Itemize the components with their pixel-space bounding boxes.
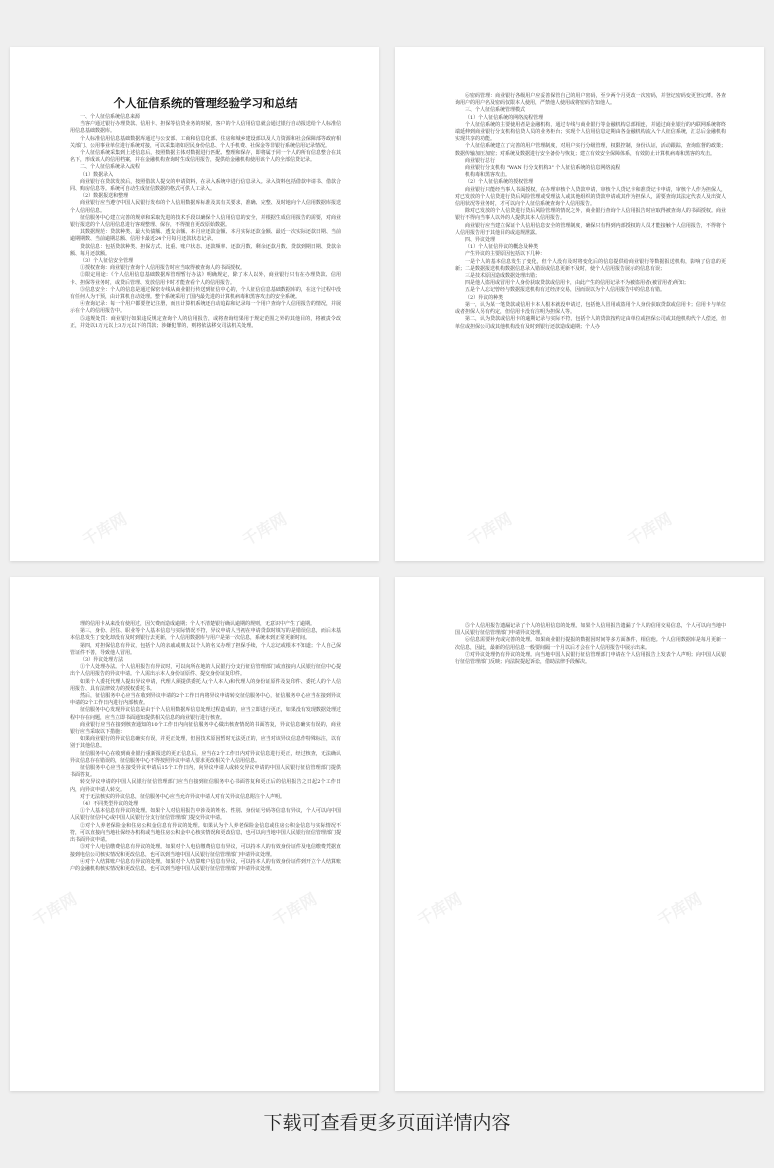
watermark: 千库网 xyxy=(413,889,466,930)
paragraph: ①个人处理办法。个人信用报告有异议时，可以向所在地的人民银行分支行征信管理部门或直接向人民银行征信中心提出个人信用报告的异议申请。个人需出示本人身份证原件、提交身份证复印件。 xyxy=(70,664,341,678)
paragraph: ②对个人养老保险金和住房公积金信息有异议的处理。如果认为个人养老保险金信息或住房公积金信息与实际情况不符，可以直接向当地社保经办机构或当地住房公积金中心核实情况和更改信息，也可以向当地中国人民银行征信管理部门提出书面异议申请。 xyxy=(70,822,341,844)
document-title: 个人征信系统的管理经验学习和总结 xyxy=(113,96,298,110)
paragraph: 五是个人忘记曾经与数据报送机构有过经济交易，因而误以为个人信用报告中的信息有错。 xyxy=(465,287,666,294)
paragraph: 机构毒和黑客攻击。 xyxy=(465,172,511,179)
page-content xyxy=(455,93,726,331)
paragraph: 四、异议处理 xyxy=(465,237,496,244)
paragraph: 对于无法核实的异议信息，征信服务中心应当允许异议申请人对有关异议信息附注个人声明。 xyxy=(80,793,286,800)
paragraph-list xyxy=(70,621,341,873)
paragraph: ④查询记录：每一个用户都要登记注册，而且计算机系统还自动追踪和记录每一个用户查询个人信用报告的情况，并展示在个人的信用报告中。 xyxy=(70,301,341,315)
paragraph: 第二，认为贷款或信用卡的逾期记录与实际不符，包括个人的贷款按约定由单位或担保公司或其他机构代个人偿还，但单位或担保公司或其他机构没有及时到银行还款造成逾期；个人办 xyxy=(455,316,726,330)
paragraph: （2）异议的种类 xyxy=(465,294,504,301)
paragraph: 商业银行只能经当事人书面授权，在办理审核个人贷款申请，审核个人贷记卡和准贷记卡申请，审核个人作为担保人，对已发放的个人信贷进行贷后风险管理或受理法人或其他组织的贷款申请或其作为担保人，需要查询其法定代表人及出资人信用状况等业务时，才可以向个人征信系统查询个人信用报告。 xyxy=(455,186,726,208)
watermark: 千库网 xyxy=(268,889,321,930)
document-page-1 xyxy=(10,47,379,561)
page-content xyxy=(70,95,341,330)
paragraph: ⑥密码管理：商业银行各级用户应妥善保管自己的用户密码，至少两个月更改一次密码，并登记密码变更登记薄。各查询用户的用户名及密码仅限本人使用，严禁他人使用或将密码告知他人。 xyxy=(455,93,726,107)
paragraph: ②限定用途：《个人信用信息基础数据库管理暂行办法》明确规定，除了本人以外，商业银行只有在办理贷款、信用卡、担保等业务时，或贷后管理、发放信用卡时才能查看个人的信用报告。 xyxy=(70,272,341,286)
paragraph: 商业银行在贷款发放后，按照借款人提交的申请资料，在录入系统中进行信息录入。录入资料包括借款申请书、借款合同、购房信息等。系统可自动生成征信数据的格式可供人工录入。 xyxy=(70,178,341,193)
paragraph: ①授权查询：商业银行查询个人信用报告时应当取得被查询人的书面授权。 xyxy=(80,265,246,272)
paragraph: （2）个人征信系统的授权管理 xyxy=(465,179,534,186)
paragraph: （3）异议处理方法 xyxy=(80,657,124,664)
paragraph: ⑤违规处罚：商业银行如果违反规定查询个人的信用报告，或将查询结果用于规定范围之外的其他目的，将被责令改正，并处以1万元以上3万元以下的罚款；涉嫌犯罪的，则将依法移交司法机关处理。 xyxy=(70,315,341,329)
paragraph: 三、个人征信系统管理模式 xyxy=(465,107,526,114)
paragraph-list xyxy=(455,623,726,666)
paragraph: 第一，认为某一笔贷款或信用卡本人根本就没申请过，包括他人冒用或盗用个人身份获取贷款或信用卡；信用卡与单位或者担保人另有约定，但信用卡没有注明为担保人等。 xyxy=(455,301,726,316)
paragraph: ④对个人结算账户信息有异议的处理。如果对个人结算账户信息有异议，可以持本人的有效身份证件到开立个人结算账户的金融机构核实情况和更改信息，也可以到当地中国人民银行征信管理部门申请异议处理。 xyxy=(70,858,341,872)
watermark: 千库网 xyxy=(28,889,81,930)
paragraph: 转交异议申请的中国人民银行征信管理部门应当自接到征信服务中心书面答复和更正后的信用报告之日起2个工作日内，向异议申请人转交。 xyxy=(70,779,341,793)
paragraph: 二、个人征信系统录入流程 xyxy=(80,164,141,171)
paragraph: （3）个人征信安全管理 xyxy=(80,258,134,265)
paragraph: 第三，身份、居住、职业等个人基本信息与实际情况不符，异议申请人当初在申请贷款时填写的是错误信息，而后未基本信息发生了变化却没有及时到银行去更新，个人信用数据库与用户是第一次信息，系统未到正常更新时间。 xyxy=(70,628,341,642)
document-page-4 xyxy=(395,577,764,1091)
paragraph: ③信息安全：个人的信息是通过保密专线从商业银行传送到征信中心的，个人征信信息基础数据库的，在这个过程中没有任何人为干预，由计算机自动处理。整个系统采用了国内最先进的计算机病毒和黑客攻击的安全系统。 xyxy=(70,286,341,301)
paragraph: 商业银行应当遵守中国人民银行发布的个人信用数据库标准及其有关要求，准确、完整、及时地向个人信用数据库报送个人信用信息。 xyxy=(70,200,341,214)
watermark: 千库网 xyxy=(623,509,676,550)
paragraph: 如果个人委托代理人提出异议申请，代理人须提供委托人(个人本人)和代理人的身份证原件及复印件、委托人的个人信用报告、具有法律效力的授权委托书。 xyxy=(70,678,341,692)
paragraph: 贷款信息：包括贷款种类、担保方式、比重、账户状态、还款频率、还款月数、剩余还款月数、贷款到期日期、贷款余额、每月还款额。 xyxy=(70,243,341,257)
download-more-caption: 下载可查看更多页面详情内容 xyxy=(263,1112,511,1134)
paragraph: （1）个人征信异议的概念及种类 xyxy=(465,244,539,251)
paragraph: 除对已发放的个人信贷进行贷后风险管理的情况之外，商业银行查询个人信用报告时应取得被查询人的书面授权。商业银行不得向当事人以外的人提供其本人信用报告。 xyxy=(455,208,726,222)
paragraph: 商业银行总行 xyxy=(465,157,496,164)
paragraph: ⑤个人信用报告遗漏记录了个人的信用信息的处理。如果个人信用报告遗漏了个人的信用交易信息，个人可以向当地中国人民银行征信管理部门申请异议处理。 xyxy=(455,623,726,637)
paragraph-list xyxy=(455,93,726,331)
paragraph: 当客户通过银行办理贷款、信用卡、担保等信贷业务的时候，客户的个人信用信息就会通过银行自动报送给个人标准信用信息基础数据库。 xyxy=(70,121,341,135)
watermark: 千库网 xyxy=(463,509,516,550)
paragraph: 商业银行分支机构 "WAN 行分支机构3" 个人征信系统的信息网络流程 xyxy=(465,165,621,172)
document-page-3 xyxy=(10,577,379,1091)
paragraph: 产生异议的主要原因包括以下几种： xyxy=(465,251,546,258)
paragraph: 然后，征信服务中心应当在收到异议申请的2个工作日内将异议申请转交征信服务中心，征信服务中心应当在接到异议申请的2个工作日内进行内部核查。 xyxy=(70,693,341,707)
paragraph: 三是技术原因造成数据处理出错； xyxy=(465,273,541,280)
paragraph: （1）数据录入 xyxy=(80,171,114,178)
paragraph: 理的信用卡从来没有使用过，因欠费而造成逾期；个人不清楚银行确认逾期的规则，无意识中产生了逾期。 xyxy=(80,621,316,627)
paragraph: 个人征信系统的主要使用者是金融机构，通过专线与商业银行等金融机构总部相连，并通过商业银行的内联网系统将终端延伸到商业银行分支机构信贷人员的业务柜台；实现个人信用信息定期由各金融机构流入个人征信系统，汇总后金融机构实现共享的功能。 xyxy=(455,121,726,143)
paragraph: 如果商业银行的异议信息确实有误，并更正处理，但因技术原因暂时无法更正的，应当对该异议信息作特殊标注，以有别于其他信息。 xyxy=(70,736,341,750)
paragraph: 一、个人征信系统信息来源 xyxy=(80,114,141,120)
paragraph: 征信服务中心应当在接受异议申请后15个工作日内，向异议申请人或转交异议申请的中国人民银行征信管理部门提供书面答复。 xyxy=(70,765,341,779)
watermark: 千库网 xyxy=(238,509,291,550)
paragraph: 征信服务中心发现异议信息是由于个人信用数据库信息处理过程造成的，应当立即进行更正，如果没有发现数据处理过程中存在问题，应当立即书面通知提供相关信息的商业银行进行核查。 xyxy=(70,707,341,721)
document-page-2 xyxy=(395,47,764,561)
paragraph: （4）不同类型异议的处理 xyxy=(80,801,139,808)
watermark: 千库网 xyxy=(653,889,706,930)
paragraph: 四是他人盗用或冒用个人身份获取贷款或信用卡，由此产生的信用记录不为被盗用者(被冒用者)所知； xyxy=(465,280,689,287)
paragraph: 其数据规范：贷款种类、最大负债额、透支余额、本月应还款金额、本月实际还款金额、最近一次实际还款日期、当前逾期期数、当前逾期总额、信用卡最近24个月每月还款状态记录。 xyxy=(70,229,341,243)
paragraph: （1）个人征信系统的网络流程管理 xyxy=(465,114,544,121)
paragraph: 商业银行应当建立保证个人信用信息安全的管理制度，确保只有得到内部授权的人员才能接触个人信用报告，不得将个人信用报告用于其他目的或违规泄露。 xyxy=(455,222,726,236)
paragraph: ⑥信息需要补充或完善的处理。如果商业银行提报的数据因时间等多方面条件，相信他。个人信用数据库是每月更新一次信息，因此，最新的信用信息一般要间隔一个月以后才会在个人信用报告中展示出来。 xyxy=(455,637,726,651)
paragraph: ①个人基本信息有异议的处理。如果个人对信用报告中涉及的姓名、性别、身份证号码等信息有异议，个人可以向中国人民银行征信中心或中国人民银行分支行征信管理部门提交异议申请。 xyxy=(70,808,341,822)
paragraph: ⑦对异议处理仍有异议的处理。向当地中国人民银行征信管理部门申请在个人信用报告上发表个人声明；向中国人民银行征信管理部门反映；向法院提起诉讼，借助法律手段解决。 xyxy=(455,651,726,666)
paragraph: （2）数据报送和整理 xyxy=(80,193,129,200)
paragraph-list xyxy=(70,114,341,330)
page-content xyxy=(70,621,341,873)
paragraph: 个人征信系统采集到上述信息后，按照数据主体对数据进行匹配、整理和保存，即将属于同一个人的所有信息整合在其名下，形成该人的信用档案，并在金融机构查询时生成信用报告，提供给金融机构使用该个人的全部信贷记录。 xyxy=(70,150,341,164)
page-content xyxy=(455,623,726,666)
paragraph: 征信服务中心在收到商业银行重新报送的更正信息后，应当在2个工作日内对异议信息进行更正，经过核查，无法确认异议信息存在错误的，征信服务中心不得按照异议申请人要求更改相关个人信用信息。 xyxy=(70,750,341,764)
paragraph: 征信服务中心建立完善的规章和采取先进的技术手段以确保个人信用信息的安全，并根据生成信用报告的需要，对商业银行报送的个人信用信息进行客观整理、保存，不得擅自更改原始数据。 xyxy=(70,214,341,229)
watermark: 千库网 xyxy=(78,509,131,550)
paragraph: 第四，对担保信息有异议，包括个人的亲戚或朋友以个人的名义办理了担保手续，个人忘记或根本不知道；个人自己保管证件不善，导致他人冒用。 xyxy=(70,642,341,656)
paragraph: 个人征信系统建立了完善的用户管理制度，对用户实行分级管理，权限控制，身份认证，活动跟踪，查询监督的政策；数据传输加压加密；对系统及数据进行安全备份与恢复；建立有效安全保障体系，有效防止计算机病毒和黑客的攻击。 xyxy=(455,143,726,157)
paragraph: 个人标准信用信息基础数据库通过与公安部、工商和信息化部、住房和城乡建设部以及人力资源和社会保障部等政府相关部门、公用事业单位进行系统对接，可以采集诸如居民身份信息、个人手机费、社保金等非银行系统信用记录情况。 xyxy=(70,135,341,149)
paragraph: 商业银行应当在接到核查通知的10个工作日内向征信服务中心做出核查情况的书面答复，异议信息确实有误的，商业银行应当采取以下措施： xyxy=(70,721,341,736)
paragraph: 一是个人的基本信息发生了变化，但个人没有及时将变化后的信息提供给商业银行等数据报送机构，影响了信息的更新；二是数据报送机构数据信息录入错误或信息更新不及时，使个人信用报告展示的信息有误； xyxy=(455,258,726,272)
paragraph: ③对个人电信缴费信息有异议的处理。如果对个人电信缴费信息有异议，可以持本人的有效身份证件及电信缴费凭据直接到电信公司核实情况和更改信息，也可以到当地中国人民银行征信管理部门申请异议处理。 xyxy=(70,844,341,858)
